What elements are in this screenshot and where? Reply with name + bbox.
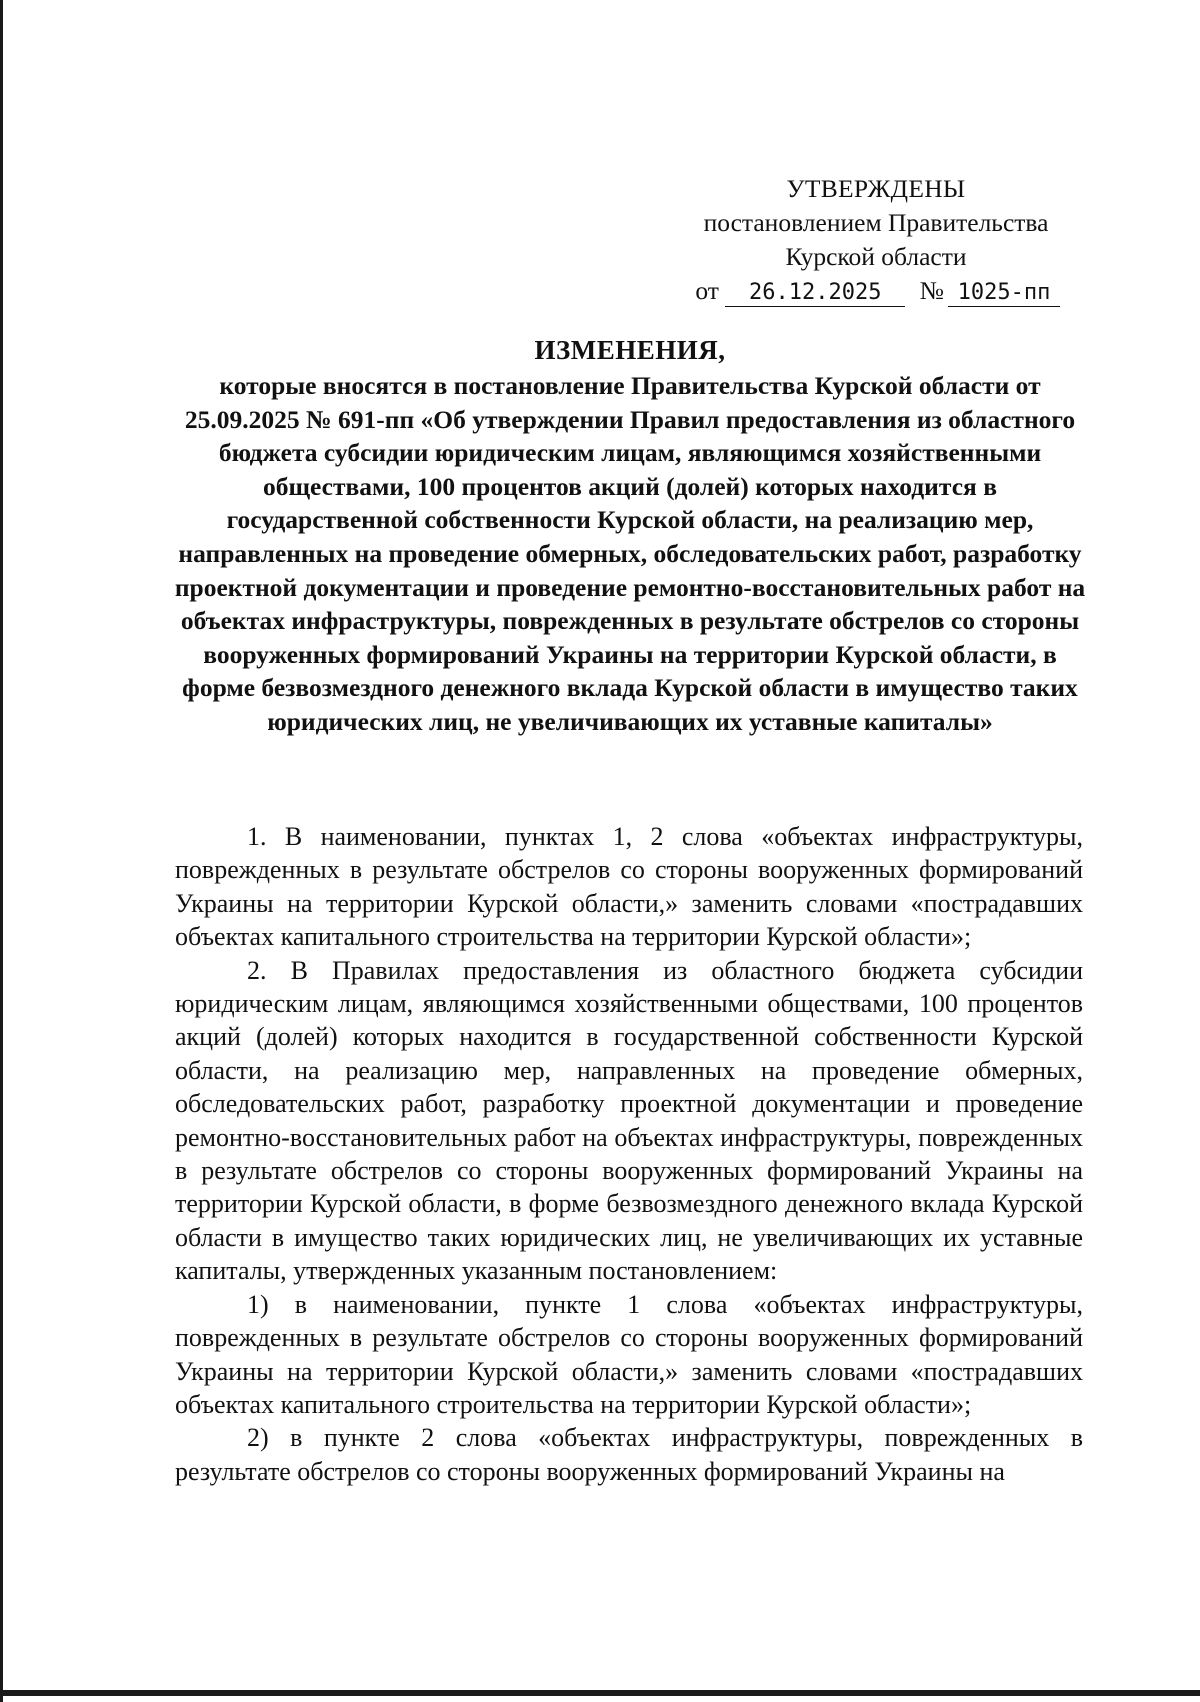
body-paragraph-1: 1. В наименовании, пунктах 1, 2 слова «объектах инфраструктуры, поврежденных в результате обстрелов со стороны вооруженных формирований Украины на территории Курской области,» заменить словами «пострадавших объектах капитального строительства на территории Курской области»; (175, 822, 1083, 952)
scan-bottom-edge (0, 1690, 1200, 1696)
approval-stamp (676, 172, 1076, 308)
date-prefix: от (695, 276, 719, 305)
approval-heading: УТВЕРЖДЕНЫ (786, 174, 966, 203)
number-sign: № (919, 276, 944, 305)
body-paragraph-4: 2) в пункте 2 слова «объектах инфраструктуры, поврежденных в результате обстрелов со стороны вооруженных формирований Украины на (175, 1423, 1083, 1486)
approval-line-2: Курской области (785, 242, 967, 271)
approval-number: 1025-пп (948, 280, 1060, 307)
approval-date-row (676, 274, 1076, 308)
approval-line-1: постановлением Правительства (703, 208, 1049, 237)
document-title (170, 333, 1090, 739)
title-subtitle: которые вносятся в постановление Правительства Курской области от 25.09.2025 № 691-пп «Об утверждении Правил предоставления из областного бюджета субсидии юридическим лицам, являющимся хозяйственными обществами, 100 процентов акций (долей) которых находится в государственной собственности Курской области, на реализацию мер, направленных на проведение обмерных, обследовательских работ, разработку проектной документации и проведение ремонтно-восстановительных работ на объектах инфраструктуры, поврежденных в результате обстрелов со стороны вооруженных формирований Украины на территории Курской области, в форме безвозмездного денежного вклада Курской области в имущество таких юридических лиц, не увеличивающих их уставные капиталы» (174, 371, 1086, 736)
body-paragraph-2: 2. В Правилах предоставления из областного бюджета субсидии юридическим лицам, являющимся хозяйственными обществами, 100 процентов акций (долей) которых находится в государственной собственности Курской области, на реализацию мер, направленных на проведение обмерных, обследовательских работ, разработку проектной документации и проведение ремонтно-восстановительных работ на объектах инфраструктуры, поврежденных в результате обстрелов со стороны вооруженных формирований Украины на территории Курской области, в форме безвозмездного денежного вклада Курской области в имущество таких юридических лиц, не увеличивающих их уставные капиталы, утвержденных указанным постановлением: (175, 955, 1083, 1286)
document-body (175, 820, 1083, 1488)
body-paragraph-3: 1) в наименовании, пункте 1 слова «объектах инфраструктуры, поврежденных в результате обстрелов со стороны вооруженных формирований Украины на территории Курской области,» заменить словами «пострадавших объектах капитального строительства на территории Курской области»; (175, 1289, 1083, 1419)
approval-date: 26.12.2025 (725, 280, 905, 307)
title-heading: ИЗМЕНЕНИЯ, (534, 335, 726, 365)
scan-left-edge (0, 0, 3, 1702)
